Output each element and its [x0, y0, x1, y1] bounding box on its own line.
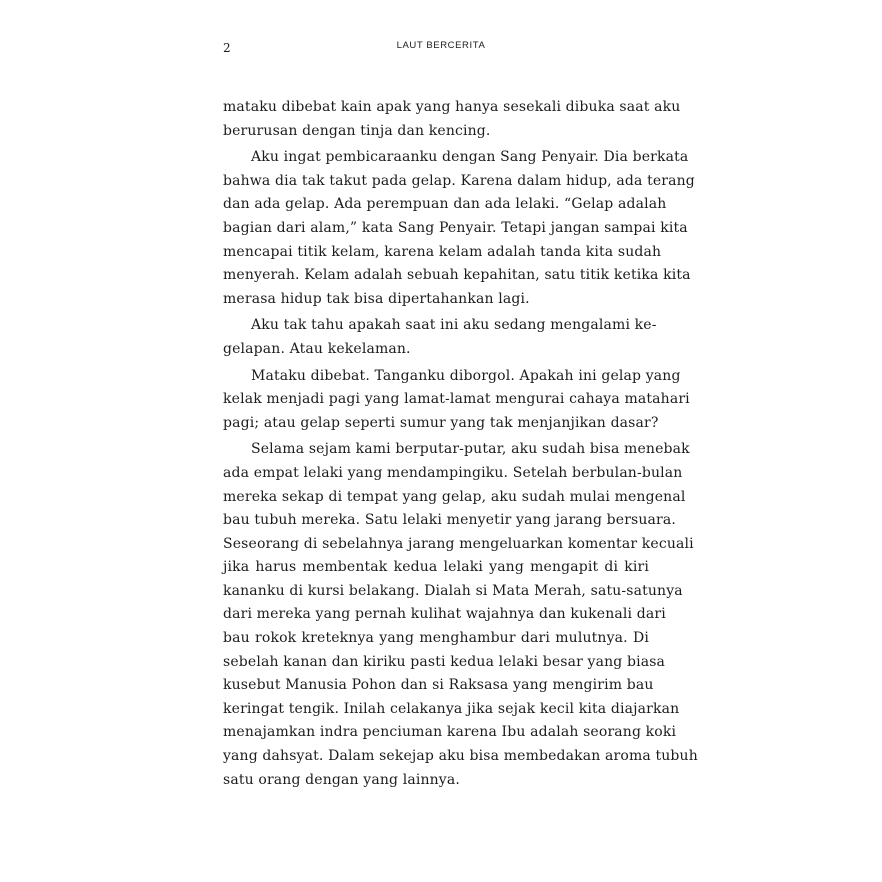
text-line: bau rokok kreteknya yang menghambur dari mulutnya. Di [223, 630, 649, 647]
text-line: Aku ingat pembicaraanku dengan Sang Penyair. Dia berkata [251, 149, 689, 166]
text-line: gelapan. Atau kekelaman. [223, 340, 411, 357]
text-line: kananku di kursi belakang. Dialah si Mata Merah, satu-satunya [223, 582, 683, 599]
text-line: sebelah kanan dan kiriku pasti kedua lelaki besar yang biasa [223, 653, 666, 670]
text-line: Seseorang di sebelahnya jarang mengeluarkan komentar kecuali [223, 535, 694, 552]
text-line: Mataku dibebat. Tanganku diborgol. Apakah ini gelap yang [251, 367, 681, 384]
text-line: bau tubuh mereka. Satu lelaki menyetir yang jarang bersuara. [223, 512, 676, 529]
text-line: bahwa dia tak takut pada gelap. Karena dalam hidup, ada terang [223, 172, 695, 189]
text-line: satu orang dengan yang lainnya. [223, 771, 460, 788]
text-line: merasa hidup tak bisa dipertahankan lagi. [223, 290, 530, 307]
text-line: yang dahsyat. Dalam sekejap aku bisa membedakan aroma tubuh [223, 748, 698, 765]
text-line: menajamkan indra penciuman karena Ibu adalah seorang koki [223, 724, 677, 741]
paragraph-4 [223, 365, 690, 436]
running-head: LAUT BERCERITA [396, 40, 486, 51]
text-line: mencapai titik kelam, karena kelam adalah tanda kita sudah [223, 243, 662, 260]
paragraph-2 [223, 146, 695, 311]
paragraph-3 [223, 314, 657, 361]
text-line: berurusan dengan tinja dan kencing. [223, 122, 491, 139]
text-line: menyerah. Kelam adalah sebuah kepahitan, satu titik ketika kita [223, 267, 691, 284]
text-line: mereka sekap di tempat yang gelap, aku sudah mulai mengenal [223, 488, 686, 505]
text-line: jika harus membentak kedua lelaki yang mengapit di kiri [223, 559, 649, 576]
text-line: kusebut Manusia Pohon dan si Raksasa yang mengirim bau [223, 677, 654, 694]
paragraph-1 [223, 96, 681, 143]
paragraph-5 [223, 438, 698, 792]
text-line: dan ada gelap. Ada perempuan dan ada lelaki. “Gelap adalah [223, 196, 667, 213]
text-line: ada empat lelaki yang mendampingiku. Setelah berbulan-bulan [223, 464, 683, 481]
text-line: kelak menjadi pagi yang lamat-lamat mengurai cahaya matahari [223, 391, 690, 408]
text-line: bagian dari alam,” kata Sang Penyair. Tetapi jangan sampai kita [223, 219, 688, 236]
text-line: Selama sejam kami berputar-putar, aku sudah bisa menebak [251, 441, 690, 458]
text-line: Aku tak tahu apakah saat ini aku sedang mengalami ke- [251, 317, 657, 334]
body-text [223, 96, 698, 792]
page-number: 2 [223, 41, 231, 55]
text-line: pagi; atau gelap seperti sumur yang tak menjanjikan dasar? [223, 414, 659, 431]
text-line: keringat tengik. Inilah celakanya jika sejak kecil kita diajarkan [223, 700, 680, 717]
text-line: dari mereka yang pernah kulihat wajahnya dan kukenali dari [223, 606, 666, 623]
text-line: mataku dibebat kain apak yang hanya sesekali dibuka saat aku [223, 99, 681, 115]
